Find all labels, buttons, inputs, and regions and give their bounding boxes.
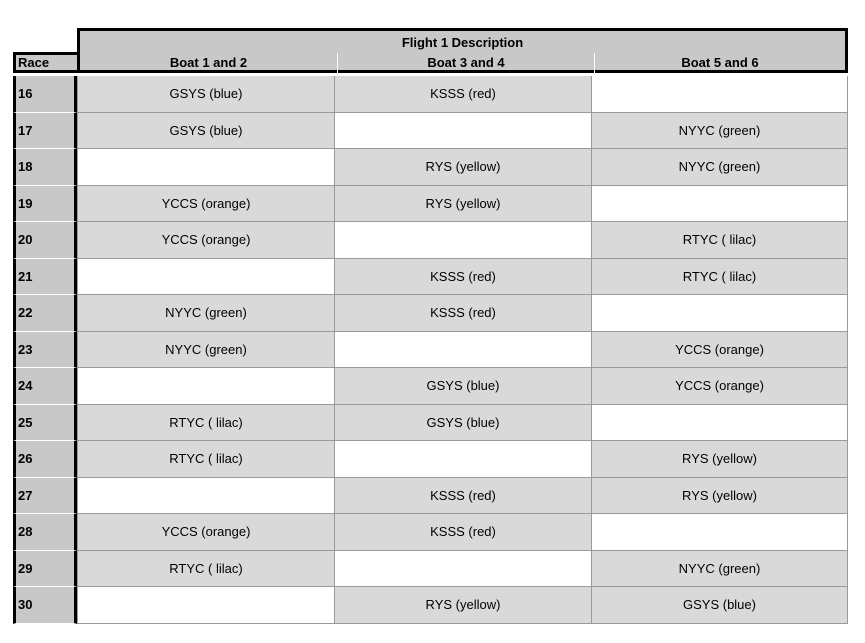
boat-pair-cell <box>334 441 591 478</box>
table-row <box>13 149 848 186</box>
boat-pair-cell <box>77 149 334 186</box>
table-row <box>13 186 848 223</box>
boat-pair-cell <box>77 587 334 624</box>
boat-pair-cell: KSSS (red) <box>334 295 591 332</box>
race-number-cell: 24 <box>13 368 77 405</box>
boat-pair-cell <box>334 551 591 588</box>
boat-pair-cell: RYS (yellow) <box>591 441 848 478</box>
boat-pair-cell: RYS (yellow) <box>334 587 591 624</box>
race-number-cell: 21 <box>13 259 77 296</box>
flight-header <box>77 28 848 73</box>
race-number-cell: 19 <box>13 186 77 223</box>
boat-pair-cell: YCCS (orange) <box>77 222 334 259</box>
table-row <box>13 478 848 515</box>
column-header-boat-5-6: Boat 5 and 6 <box>594 53 845 73</box>
boat-pair-cell: RTYC ( lilac) <box>77 551 334 588</box>
column-header-boat-3-4: Boat 3 and 4 <box>337 53 594 73</box>
boat-pair-cell: RTYC ( lilac) <box>591 259 848 296</box>
boat-pair-cell: RYS (yellow) <box>334 186 591 223</box>
table-row <box>13 405 848 442</box>
race-number-cell: 25 <box>13 405 77 442</box>
boat-pair-cell: RYS (yellow) <box>591 478 848 515</box>
boat-pair-cell <box>77 368 334 405</box>
boat-pair-cell: GSYS (blue) <box>334 405 591 442</box>
boat-pair-cell <box>334 332 591 369</box>
boat-pair-cell <box>591 76 848 113</box>
boat-pair-cell: NYYC (green) <box>77 295 334 332</box>
table-row <box>13 113 848 150</box>
race-number-cell: 18 <box>13 149 77 186</box>
boat-pair-cell: RYS (yellow) <box>334 149 591 186</box>
race-number-cell: 22 <box>13 295 77 332</box>
table-row <box>13 441 848 478</box>
table-row <box>13 368 848 405</box>
boat-pair-cell: RTYC ( lilac) <box>591 222 848 259</box>
boat-pair-cell: RTYC ( lilac) <box>77 405 334 442</box>
flight-title: Flight 1 Description <box>401 35 524 50</box>
table-row <box>13 295 848 332</box>
boat-pair-cell: KSSS (red) <box>334 514 591 551</box>
boat-pair-cell: NYYC (green) <box>591 551 848 588</box>
boat-pair-cell: GSYS (blue) <box>591 587 848 624</box>
race-number-cell: 23 <box>13 332 77 369</box>
boat-pair-cell: KSSS (red) <box>334 76 591 113</box>
boat-pair-cell: GSYS (blue) <box>334 368 591 405</box>
race-number-cell: 27 <box>13 478 77 515</box>
race-number-cell: 29 <box>13 551 77 588</box>
boat-pair-cell: YCCS (orange) <box>77 514 334 551</box>
boat-pair-cell <box>334 113 591 150</box>
race-number-cell: 20 <box>13 222 77 259</box>
race-number-cell: 28 <box>13 514 77 551</box>
boat-pair-cell: NYYC (green) <box>77 332 334 369</box>
boat-pair-cell: YCCS (orange) <box>77 186 334 223</box>
boat-pair-cell: KSSS (red) <box>334 478 591 515</box>
race-number-cell: 16 <box>13 76 77 113</box>
boat-pair-cell: NYYC (green) <box>591 113 848 150</box>
table-row <box>13 222 848 259</box>
boat-pair-cell <box>591 295 848 332</box>
race-number-cell: 30 <box>13 587 77 624</box>
race-column-header: Race <box>13 52 77 73</box>
boat-pair-cell: RTYC ( lilac) <box>77 441 334 478</box>
boat-pair-cell <box>334 222 591 259</box>
table-row <box>13 587 848 624</box>
boat-pair-cell <box>591 405 848 442</box>
table-row <box>13 551 848 588</box>
race-table-body <box>13 76 848 624</box>
boat-pair-cell <box>591 514 848 551</box>
table-row <box>13 259 848 296</box>
table-row <box>13 514 848 551</box>
race-number-cell: 26 <box>13 441 77 478</box>
boat-pair-cell: NYYC (green) <box>591 149 848 186</box>
boat-pair-cell <box>77 478 334 515</box>
column-header-boat-1-2: Boat 1 and 2 <box>169 55 248 70</box>
race-number-cell: 17 <box>13 113 77 150</box>
boat-pair-cell: GSYS (blue) <box>77 113 334 150</box>
boat-pair-cell <box>591 186 848 223</box>
boat-pair-cell: YCCS (orange) <box>591 332 848 369</box>
table-row <box>13 76 848 113</box>
boat-pair-cell: KSSS (red) <box>334 259 591 296</box>
boat-pair-cell <box>77 259 334 296</box>
boat-pair-cell: GSYS (blue) <box>77 76 334 113</box>
table-row <box>13 332 848 369</box>
boat-pair-cell: YCCS (orange) <box>591 368 848 405</box>
